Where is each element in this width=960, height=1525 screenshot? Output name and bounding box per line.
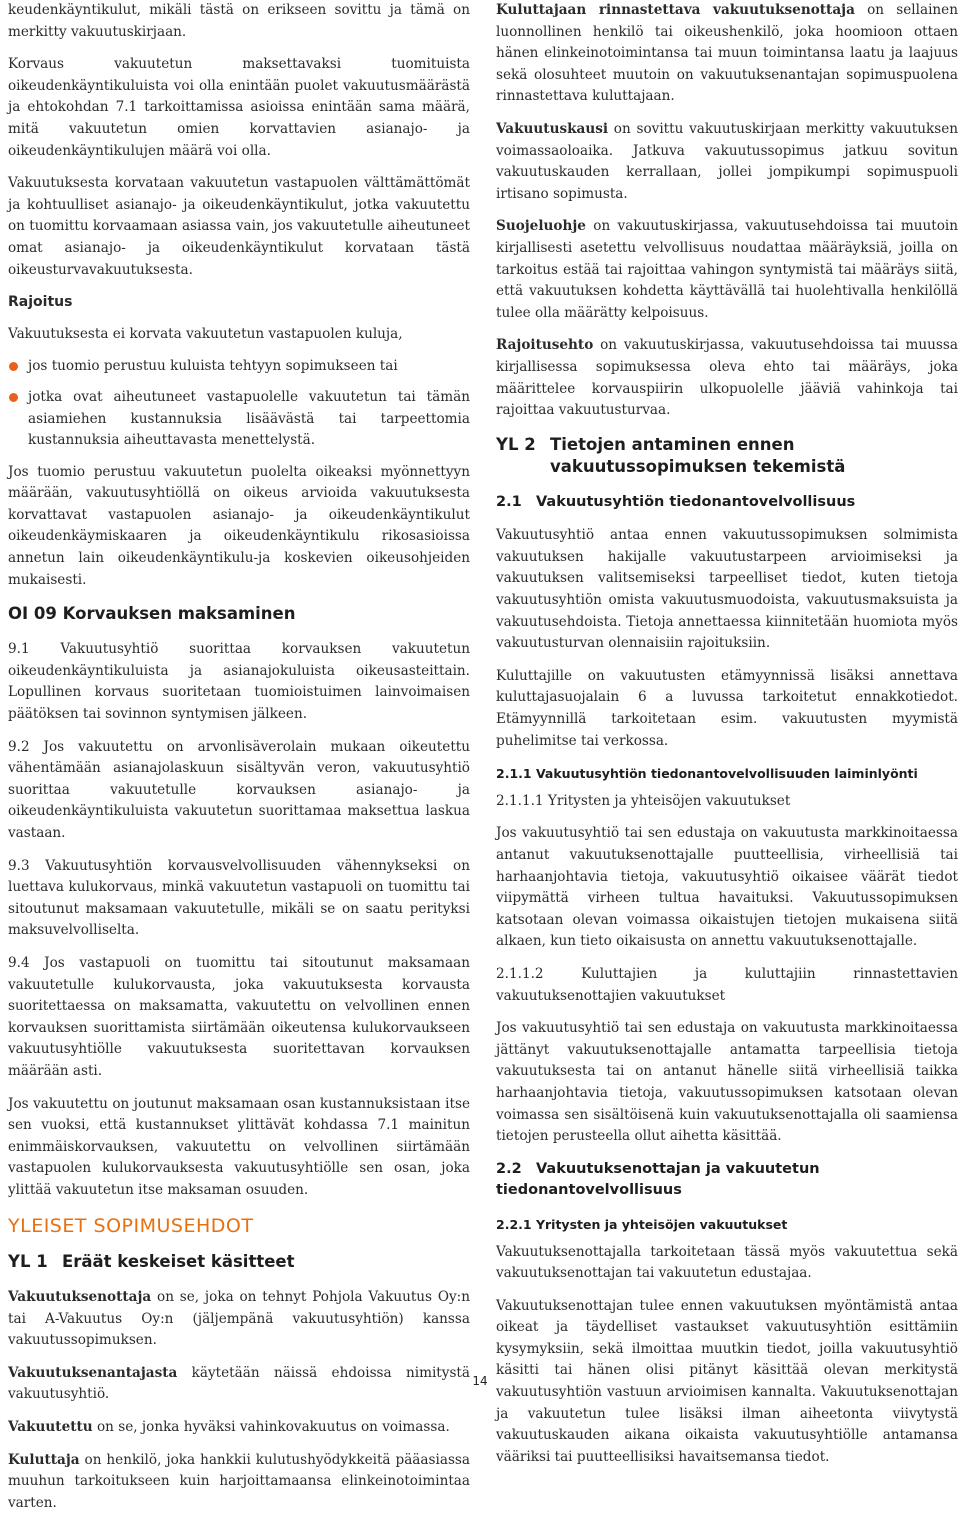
definition-text: on henkilö, joka hankkii kulutushyödykkeitä pääasiassa muuhun tarkoitukseen kuin harjoittamaansa elinkeinotoimintaa varten. [8, 1451, 470, 1511]
definition-text: on se, joka on tehnyt Pohjola Vakuutus Oy:n tai A-Vakuutus Oy:n (jäljempänä vakuutusyhtiön) kanssa vakuutussopimuksen. [8, 1289, 470, 1349]
list-item [8, 356, 470, 378]
list-item-text: jos tuomio perustuu kuluista tehtyyn sopimukseen tai [28, 358, 398, 375]
definition-text: käytetään näissä ehdoissa nimitystä vakuutusyhtiö. [8, 1364, 470, 1403]
subsection-title: Vakuutusyhtiön tiedonantovelvollisuus [536, 493, 856, 510]
yleiset-sopimusehdot-heading: YLEISET SOPIMUSEHDOT [8, 1214, 254, 1237]
subsection-number: 2.1 [496, 493, 522, 510]
paragraph: Vakuutuksesta ei korvata vakuutetun vastapuolen kuluja, [8, 325, 403, 342]
left-column [8, 0, 470, 1525]
definition [496, 335, 958, 421]
subsubsection-title: 2.1.1.2 Kuluttajien ja kuluttajiin rinnastettavien vakuutuksenottajien vakuutukset [496, 965, 958, 1004]
subsubsection-title: 2.1.1.1 Yritysten ja yhteisöjen vakuutukset [496, 792, 791, 809]
definition-term: Kuluttaja [8, 1451, 80, 1468]
paragraph: Vakuutuksesta korvataan vakuutetun vastapuolen välttämättömät ja kohtuulliset asianajo- ja oikeudenkäyntikulut, jotka vakuutettu on tuomittu korvaamaan asiassa vain, jos vakuutetulle aiheutuneet omat asianajo- ja oikeudenkäyntikulut korvataan tästä oikeusturvavakuutuksesta. [8, 175, 470, 278]
rajoitus-heading: Rajoitus [8, 294, 73, 311]
definition-text: on vakuutuskirjassa, vakuutusehdoissa tai muussa kirjallisessa sopimuksessa oleva ehto tai määräys, joka määrittelee korvauspiirin ulkopuolelle jääviä vahinkoja tai rajoittaa vakuutusturvaa. [496, 337, 958, 419]
paragraph: keudenkäyntikulut, mikäli tästä on erikseen sovittu ja tämä on merkitty vakuutuskirjaan. [8, 2, 470, 40]
right-column [496, 0, 958, 1479]
subsection-number: 2.2 [496, 1160, 522, 1177]
paragraph: Kuluttajille on vakuutusten etämyynnissä lisäksi annettava kuluttajasuojalain 6 a luvussa tarkoitetut ennakkotiedot. Etämyynnillä tarkoitetaan esim. vakuutusten myymistä puhelimitse tai verkossa. [496, 667, 958, 749]
section-heading-yl2 [496, 434, 958, 478]
section-heading-oi09: OI 09 Korvauksen maksaminen [8, 604, 296, 624]
subsection-heading-2-1-1: 2.1.1 Vakuutusyhtiön tiedonantovelvollisuuden laiminlyönti [496, 766, 918, 782]
subsection-heading-2-1 [496, 492, 958, 514]
section-number: YL 2 [496, 434, 536, 454]
paragraph: Vakuutuksenottajan tulee ennen vakuutuksen myöntämistä antaa oikeat ja täydelliset vastaukset vakuutusyhtiön esittämiin kysymyksiin, sekä ilmoittaa muutkin tiedot, joilla vakuutusyhtiö käsitti tai hänen olisi pitänyt käsittää olevan merkitystä vakuutusyhtiön vastuun arvioimisen kannalta. Vakuutuksenottajan ja vakuutetun tulee lisäksi ilman aiheetonta viivytystä vakuutuskauden aikana oikaista vakuutusyhtiölle antamansa vääriksi tai puutteellisiksi havaitsemansa tiedot. [496, 1297, 958, 1465]
paragraph: Jos vakuutusyhtiö tai sen edustaja on vakuutusta markkinoitaessa antanut vakuutuksenottajalle puutteellisia, virheellisiä tai harhaanjohtavia tietoja, vakuutusyhtiö oikaisee väärät tiedot viipymättä virheen tultua havaituksi. Vakuutussopimuksen katsotaan olevan voimassa oikaistujen tietojen mukaisena siitä alkaen, kun tieto oikaisusta on annettu vakuutuksenottajalle. [496, 825, 958, 950]
definition-term: Vakuutuksenottaja [8, 1289, 152, 1306]
definition [496, 119, 958, 205]
paragraph: Jos vakuutettu on joutunut maksamaan osan kustannuksistaan itse sen vuoksi, että kustannukset ylittävät kohdassa 7.1 mainitun enimmäiskorvauksen, vakuutettu on velvollinen siirtämään vastapuolen kulukorvauksesta vakuutusyhtiölle sen osan, joka ylittää vakuutetun itse maksaman osuuden. [8, 1095, 470, 1198]
paragraph-9-3: 9.3 Vakuutusyhtiön korvausvelvollisuuden vähennykseksi on luettava kulukorvaus, minkä vakuutetun vastapuoli on tuomittu tai sitoutunut maksamaan vakuutetulle, mikäli se on saatu perityksi maksuvelvolliselta. [8, 857, 470, 939]
list-item-text: jotka ovat aiheutuneet vastapuolelle vakuutetun tai tämän asiamiehen kustannuksia lisäävästä tai tarpeettomia kustannuksia aiheuttavasta menettelystä. [28, 388, 470, 449]
definition [8, 1417, 470, 1439]
definition-text: on se, jonka hyväksi vahinkovakuutus on voimassa. [92, 1419, 450, 1436]
paragraph: Korvaus vakuutetun maksettavaksi tuomituista oikeudenkäyntikuluista voi olla enintään puolet vakuutusmäärästä ja ehtokohdan 7.1 tarkoittamissa asioissa enintään sama määrä, mitä vakuutetun omien korvattavien asianajo- ja oikeudenkäyntikulujen määrä voi olla. [8, 56, 470, 159]
definition [496, 0, 958, 108]
list-item [8, 387, 470, 452]
definition-text: on sellainen luonnollinen henkilö tai oikeushenkilö, joka hoomioon ottaen hänen elinkeinotoimintansa tai muun toimintansa laatu ja laajuus sekä olosuhteet muutoin on vakuutuksenantajan sopimuspuolena rinnastettava kuluttajaan. [496, 2, 958, 105]
section-title: Eräät keskeiset käsitteet [62, 1252, 295, 1272]
definition-term: Vakuutuksenantajasta [8, 1364, 178, 1381]
paragraph: Vakuutuksenottajalla tarkoitetaan tässä myös vakuutettua sekä vakuutuksenottajan tai vakuutetun edustajaa. [496, 1243, 958, 1282]
definition-term: Rajoitusehto [496, 337, 594, 354]
definition-text: on sovittu vakuutuskirjaan merkitty vakuutuksen voimassaoloaika. Jatkuva vakuutussopimus jatkuu sovitun vakuutuskauden kerrallaan, jollei jompikumpi sopimuspuoli irtisano sopimusta. [496, 120, 958, 202]
definition [8, 1450, 470, 1515]
page-number: 14 [472, 1374, 488, 1388]
bullet-list [8, 356, 470, 451]
section-title: Tietojen antaminen ennen vakuutussopimuksen tekemistä [550, 434, 846, 476]
subsection-heading-2-2 [496, 1159, 958, 1202]
section-number: YL 1 [8, 1252, 48, 1272]
paragraph: Jos tuomio perustuu vakuutetun puolelta oikeaksi myönnettyyn määrään, vakuutusyhtiöllä on oikeus arvioida vakuutuksesta korvattavat vastapuolen asianajo- ja oikeudenkäyntikulut oikeudenkäymiskaaren ja oikeudenkäyntikulu rikosasioissa annetun lain oikeudenkäyntikulu-ja koskevien oikeusohjeiden mukaisesti. [8, 463, 470, 588]
paragraph-9-2: 9.2 Jos vakuutettu on arvonlisäverolain mukaan oikeutettu vähentämään asianajolaskuun sisältyvän veron, vakuutusyhtiö suorittaa vakuutetulle korvauksen asianajo- ja oikeudenkäyntikuluista vakuutetun suorittamaa maksettua laskua vastaan. [8, 738, 470, 841]
section-heading-yl1 [8, 1251, 470, 1273]
subsection-heading-2-2-1: 2.2.1 Yritysten ja yhteisöjen vakuutukset [496, 1216, 788, 1232]
paragraph: Jos vakuutusyhtiö tai sen edustaja on vakuutusta markkinoitaessa jättänyt vakuutuksenottajalle antamatta tarpeellisia tietoja vakuutuksesta tai on antanut hänelle siitä virheellisiä taikka harhaanjohtavia tietoja, vakuutussopimuksen katsotaan olevan voimassa sen sisältöisenä kuin vakuutuksenottajalla oli saamiensa tietojen perusteella ollut aihetta käsittää. [496, 1020, 958, 1145]
definition-text: on vakuutuskirjassa, vakuutusehdoissa tai muutoin kirjallisesti asetettu velvollisuus noudattaa määräyksiä, joilla on tarkoitus estää tai rajoittaa vahingon syntymistä tai määräys siitä, että vakuutuksen kohdetta käyttävällä tai huolehtivalla henkilöllä tulee olla määrätty kelpoisuus. [496, 218, 958, 321]
bullet-dot-icon [9, 362, 18, 371]
definition [8, 1287, 470, 1352]
paragraph: Vakuutusyhtiö antaa ennen vakuutussopimuksen solmimista vakuutuksen hakijalle vakuutustarpeen arvioimiseksi ja vakuutuksen valitsemiseksi tarpeelliset tiedot, kuten tietoja vakuutusyhtiön omista vakuutusmuodoista, vakuutusmaksuista ja vakuutusehdoista. Tietoja annettaessa kiinnitetään huomiota myös vakuutusturvan olennaisiin rajoituksiin. [496, 527, 958, 652]
definition-term: Suojeluohje [496, 218, 586, 235]
paragraph-9-1: 9.1 Vakuutusyhtiö suorittaa korvauksen vakuutetun oikeudenkäyntikuluista ja asianajokuluista oikeusasteittain. Lopullinen korvaus suoritetaan tuomioistuimen lainvoimaisen päätöksen tai sovinnon syntymisen jälkeen. [8, 641, 470, 723]
definition-term: Vakuutuskausi [496, 120, 609, 137]
paragraph-9-4: 9.4 Jos vastapuoli on tuomittu tai sitoutunut maksamaan vakuutetulle kulukorvausta, joka vakuutuksesta korvausta suoritettaessa on maksamatta, vakuutettu on velvollinen ennen korvauksen suorittamista siirtämään oikeutensa kulukorvaukseen vakuutusyhtiölle vakuutuksesta suoritettavan korvauksen määrään asti. [8, 954, 470, 1079]
definition-term: Vakuutettu [8, 1419, 93, 1436]
definition [496, 216, 958, 324]
bullet-dot-icon [9, 393, 18, 402]
subsection-title: Vakuutuksenottajan ja vakuutetun tiedonantovelvollisuus [496, 1160, 820, 1199]
definition-term: Kuluttajaan rinnastettava vakuutuksenottaja [496, 2, 855, 18]
